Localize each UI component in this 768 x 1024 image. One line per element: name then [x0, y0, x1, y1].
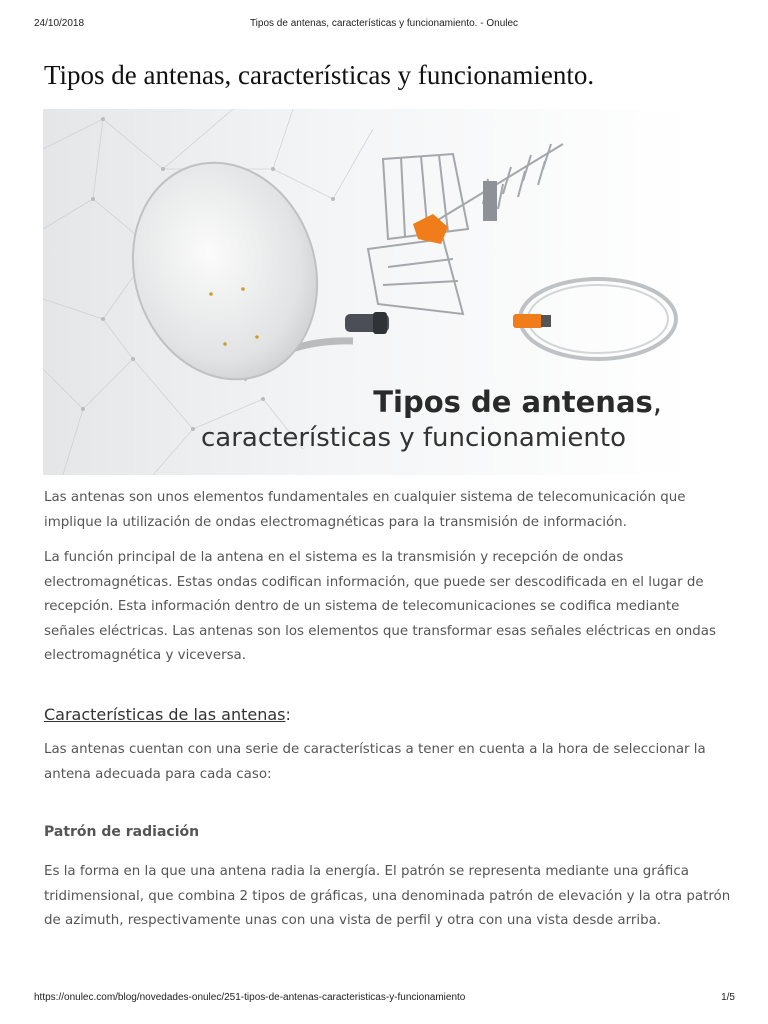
print-date: 24/10/2018: [34, 18, 85, 29]
print-page-title: Tipos de antenas, características y funcionamiento. - Onulec: [249, 18, 519, 29]
paragraph-function: La función principal de la antena en el sistema es la transmisión y recepción de ondas electromagnéticas. Estas ondas codifican información, que puede ser descodificada en el lugar de recepción. Esta información dentro de un sistema de telecomunicaciones se codifica mediante señales eléctricas. Las antenas son los elementos que transformar esas señales eléctricas en ondas electromagnética y viceversa.: [44, 550, 716, 663]
page-number: 1/5: [721, 992, 735, 1003]
hero-image: [43, 109, 694, 475]
hero-subtitle: características y funcionamiento: [201, 423, 626, 453]
section-heading: Características de las antenas:: [44, 705, 291, 724]
page-url: https://onulec.com/blog/novedades-onulec/251-tipos-de-antenas-caracteristicas-y-funcionamiento: [34, 992, 466, 1003]
subsection-text: Es la forma en la que una antena radia la energía. El patrón se representa mediante una gráfica tridimensional, que combina 2 tipos de gráficas, una denominada patrón de elevación y la otra patrón de azimuth, respectivamente unas con una vista de perfil y otra con una vista desde arriba.: [44, 864, 731, 928]
paragraph-intro: Las antenas son unos elementos fundamentales en cualquier sistema de telecomunicación que implique la utilización de ondas electromagnéticas para la transmisión de información.: [44, 490, 686, 530]
print-header: [0, 18, 768, 32]
subsection-heading: Patrón de radiación: [44, 824, 200, 840]
antenna-bracket-icon: [483, 181, 497, 221]
hero-title: Tipos de antenas,: [373, 385, 662, 419]
article-title: Tipos de antenas, características y funcionamiento.: [44, 60, 595, 90]
section-intro: Las antenas cuentan con una serie de características a tener en cuenta a la hora de seleccionar la antena adecuada para cada caso:: [44, 742, 706, 782]
print-footer: [0, 992, 768, 1006]
